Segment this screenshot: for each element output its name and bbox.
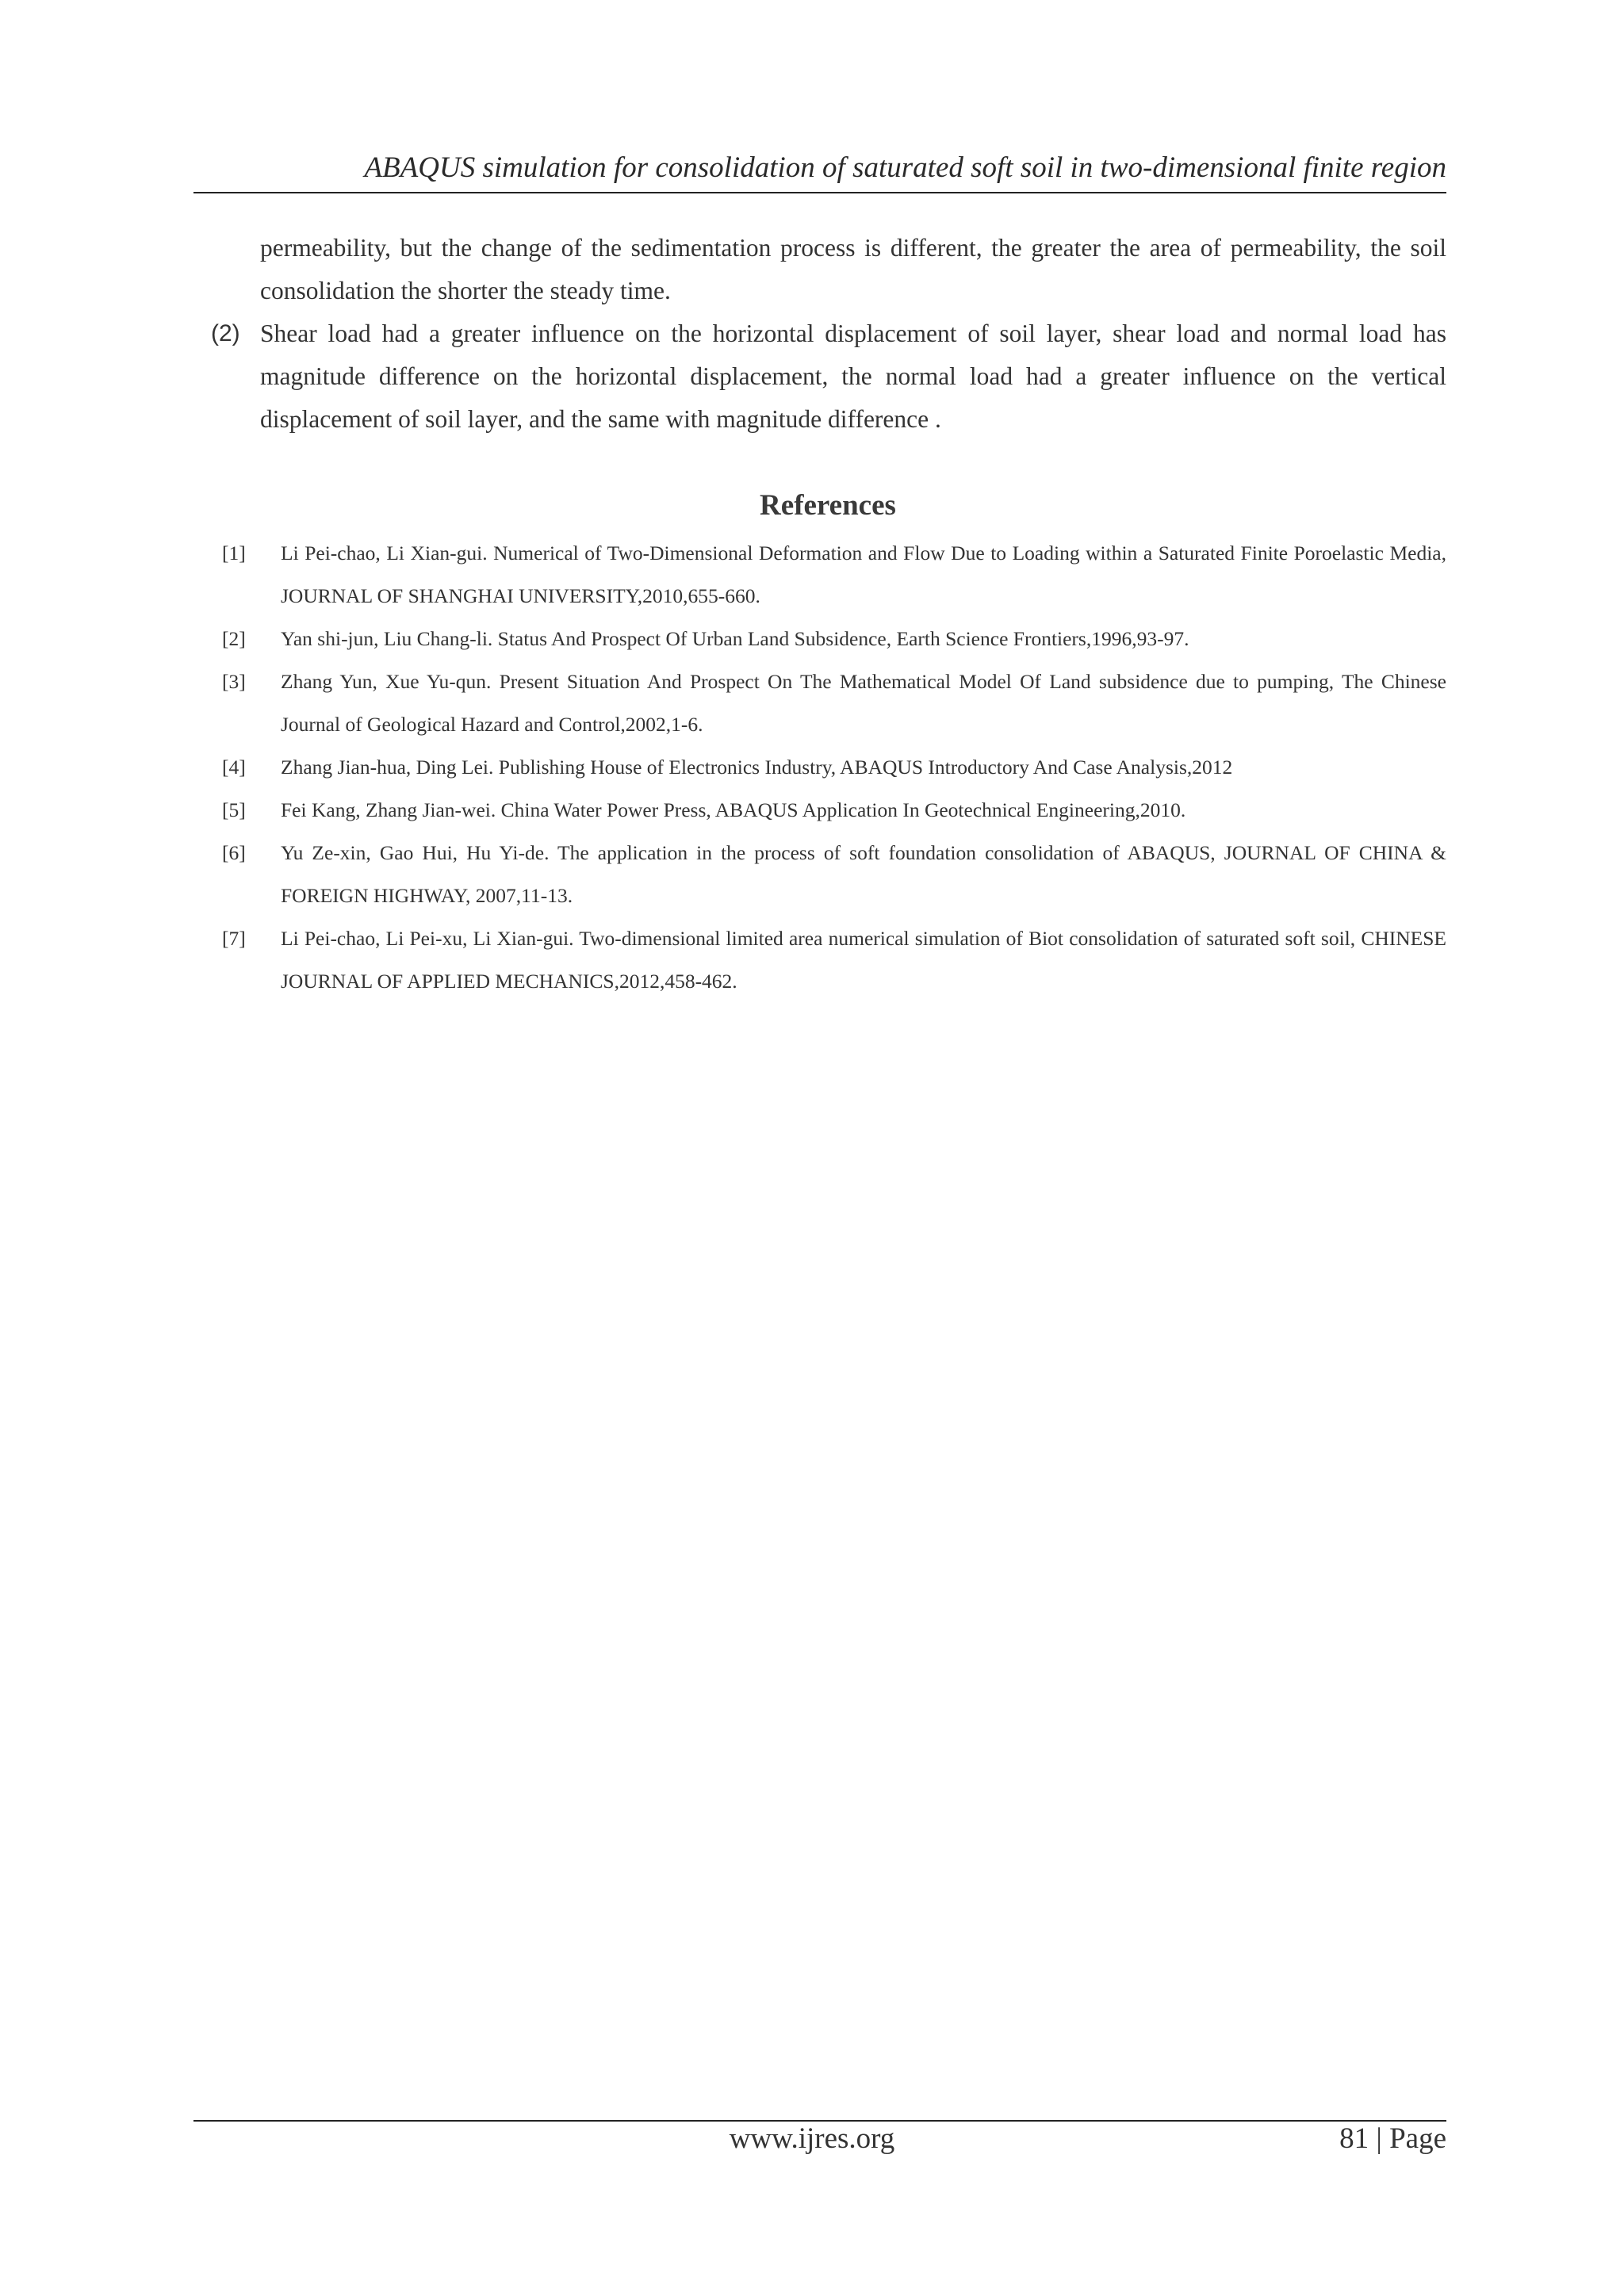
conclusions-text	[208, 227, 1446, 441]
reference-item	[208, 917, 1446, 1003]
reference-number: [2]	[222, 627, 246, 650]
reference-item	[208, 746, 1446, 789]
footer-website: www.ijres.org	[729, 2122, 895, 2155]
reference-text: Li Pei-chao, Li Pei-xu, Li Xian-gui. Two-dimensional limited area numerical simulation of Biot consolidation of saturated soft soil, CHINESE JOURNAL OF APPLIED MECHANICS,2012,458-462.	[281, 927, 1446, 993]
reference-text: Zhang Jian-hua, Ding Lei. Publishing House of Electronics Industry, ABAQUS Introductory And Case Analysis,2012	[281, 756, 1233, 779]
header-divider	[193, 192, 1446, 193]
reference-number: [3]	[222, 670, 246, 693]
conclusion-item-2	[208, 312, 1446, 441]
reference-item	[208, 789, 1446, 832]
reference-number: [4]	[222, 756, 246, 779]
continued-paragraph: permeability, but the change of the sedimentation process is different, the greater the area of permeability, the soil consolidation the shorter the steady time.	[260, 234, 1446, 304]
reference-number: [6]	[222, 841, 246, 864]
reference-item	[208, 660, 1446, 746]
reference-text: Fei Kang, Zhang Jian-wei. China Water Power Press, ABAQUS Application In Geotechnical Engineering,2010.	[281, 798, 1186, 821]
reference-item	[208, 532, 1446, 618]
reference-item	[208, 618, 1446, 660]
conclusion-item-text: Shear load had a greater influence on the horizontal displacement of soil layer, shear load and normal load has magnitude difference on the horizontal displacement, the normal load had a greater influence on the vertical displacement of soil layer, and the same with magnitude difference .	[260, 320, 1446, 433]
reference-text: Yu Ze-xin, Gao Hui, Hu Yi-de. The application in the process of soft foundation consolidation of ABAQUS, JOURNAL OF CHINA & FOREIGN HIGHWAY, 2007,11-13.	[281, 841, 1446, 907]
conclusion-item-number: (2)	[211, 320, 240, 346]
reference-number: [7]	[222, 927, 246, 950]
reference-text: Yan shi-jun, Liu Chang-li. Status And Prospect Of Urban Land Subsidence, Earth Science Frontiers,1996,93-97.	[281, 627, 1189, 650]
references-heading: References	[760, 489, 896, 522]
reference-text: Li Pei-chao, Li Xian-gui. Numerical of Two-Dimensional Deformation and Flow Due to Loading within a Saturated Finite Poroelastic Media, JOURNAL OF SHANGHAI UNIVERSITY,2010,655-660.	[281, 541, 1446, 607]
reference-item	[208, 832, 1446, 917]
reference-number: [1]	[222, 541, 246, 564]
reference-list	[208, 532, 1446, 1003]
page-number: 81 | Page	[1339, 2122, 1446, 2155]
reference-number: [5]	[222, 798, 246, 821]
reference-text: Zhang Yun, Xue Yu-qun. Present Situation And Prospect On The Mathematical Model Of Land subsidence due to pumping, The Chinese Journal of Geological Hazard and Control,2002,1-6.	[281, 670, 1446, 736]
running-header-title: ABAQUS simulation for consolidation of saturated soft soil in two-dimensional finite region	[364, 151, 1446, 184]
